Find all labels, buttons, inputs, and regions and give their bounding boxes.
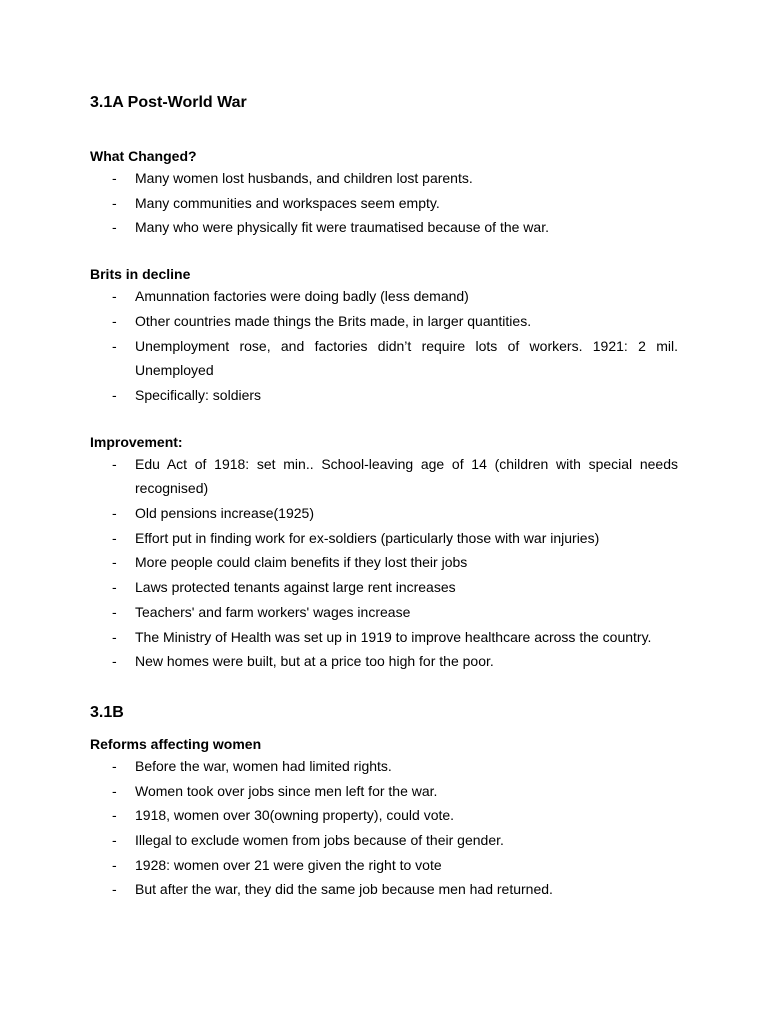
list-item-text: More people could claim benefits if they lost their jobs xyxy=(135,554,468,571)
list-item xyxy=(90,828,678,853)
list-item-text: Old pensions increase(1925) xyxy=(135,505,314,522)
list-improvement xyxy=(90,452,678,674)
list-reforms-affecting-women xyxy=(90,754,678,902)
list-item-text: Before the war, women had limited rights. xyxy=(135,757,392,774)
list-item xyxy=(90,309,678,334)
spacer xyxy=(90,240,678,264)
list-item xyxy=(90,877,678,902)
subheading-brits-in-decline: Brits in decline xyxy=(90,266,191,283)
list-item xyxy=(90,452,678,501)
list-item xyxy=(90,284,678,309)
list-item-text: Women took over jobs since men left for the war. xyxy=(135,782,438,799)
bullet-dash: - xyxy=(112,386,117,403)
bullet-dash: - xyxy=(112,628,117,645)
bullet-dash: - xyxy=(112,505,117,522)
bullet-dash: - xyxy=(112,653,117,670)
list-item xyxy=(90,649,678,674)
list-item-text: Laws protected tenants against large rent increases xyxy=(135,579,456,596)
bullet-dash: - xyxy=(112,579,117,596)
list-item-text: Effort put in finding work for ex-soldiers (particularly those with war injuries) xyxy=(135,529,600,546)
list-item-text: Teachers' and farm workers' wages increase xyxy=(135,603,411,620)
list-item-text: Specifically: soldiers xyxy=(135,386,262,403)
spacer xyxy=(90,674,678,702)
bullet-dash: - xyxy=(112,170,117,186)
list-item xyxy=(90,625,678,650)
list-item xyxy=(90,779,678,804)
bullet-dash: - xyxy=(112,529,117,546)
bullet-dash: - xyxy=(112,554,117,571)
list-item-text: Unemployment rose, and factories didn’t require lots of workers. 1921: 2 mil. Unemployed xyxy=(135,337,678,379)
bullet-dash: - xyxy=(112,288,117,305)
bullet-dash: - xyxy=(112,194,117,211)
section-title-3-1b: 3.1B xyxy=(90,703,124,721)
list-item-text: 1928: women over 21 were given the right to vote xyxy=(135,856,442,873)
list-item xyxy=(90,334,678,383)
list-item-text: Amunnation factories were doing badly (less demand) xyxy=(135,288,469,305)
bullet-dash: - xyxy=(112,881,117,898)
list-item xyxy=(90,383,678,408)
list-brits-in-decline xyxy=(90,284,678,408)
list-item xyxy=(90,501,678,526)
bullet-dash: - xyxy=(112,603,117,620)
bullet-dash: - xyxy=(112,219,117,236)
bullet-dash: - xyxy=(112,455,117,472)
list-item-text: Edu Act of 1918: set min.. School-leaving age of 14 (children with special needs recognised) xyxy=(135,455,678,497)
subheading-what-changed: What Changed? xyxy=(90,148,197,164)
list-item xyxy=(90,191,678,216)
section-title-3-1a: 3.1A Post-World War xyxy=(90,94,247,111)
bullet-dash: - xyxy=(112,782,117,799)
list-item xyxy=(90,550,678,575)
list-item-text: Many who were physically fit were traumatised because of the war. xyxy=(135,219,549,236)
bullet-dash: - xyxy=(112,312,117,329)
list-item xyxy=(90,600,678,625)
list-item-text: Many women lost husbands, and children lost parents. xyxy=(135,170,473,186)
bullet-dash: - xyxy=(112,856,117,873)
list-item-text: But after the war, they did the same job because men had returned. xyxy=(135,881,553,898)
bullet-dash: - xyxy=(112,807,117,824)
bullet-dash: - xyxy=(112,337,117,354)
list-item xyxy=(90,575,678,600)
list-item-text: Illegal to exclude women from jobs because of their gender. xyxy=(135,832,504,849)
subheading-reforms-affecting-women: Reforms affecting women xyxy=(90,735,262,752)
list-item xyxy=(90,215,678,240)
list-what-changed xyxy=(90,166,678,240)
document-page xyxy=(90,92,678,902)
list-item-text: 1918, women over 30(owning property), could vote. xyxy=(135,807,455,824)
list-item xyxy=(90,526,678,551)
list-item xyxy=(90,754,678,779)
list-item-text: Other countries made things the Brits made, in larger quantities. xyxy=(135,312,532,329)
list-item xyxy=(90,803,678,828)
list-item xyxy=(90,853,678,878)
spacer xyxy=(90,408,678,432)
list-item xyxy=(90,166,678,191)
subheading-improvement: Improvement: xyxy=(90,433,183,450)
bullet-dash: - xyxy=(112,757,117,774)
bullet-dash: - xyxy=(112,832,117,849)
list-item-text: New homes were built, but at a price too high for the poor. xyxy=(135,653,494,670)
list-item-text: Many communities and workspaces seem empty. xyxy=(135,194,440,211)
list-item-text: The Ministry of Health was set up in 1919 to improve healthcare across the country. xyxy=(135,628,652,645)
